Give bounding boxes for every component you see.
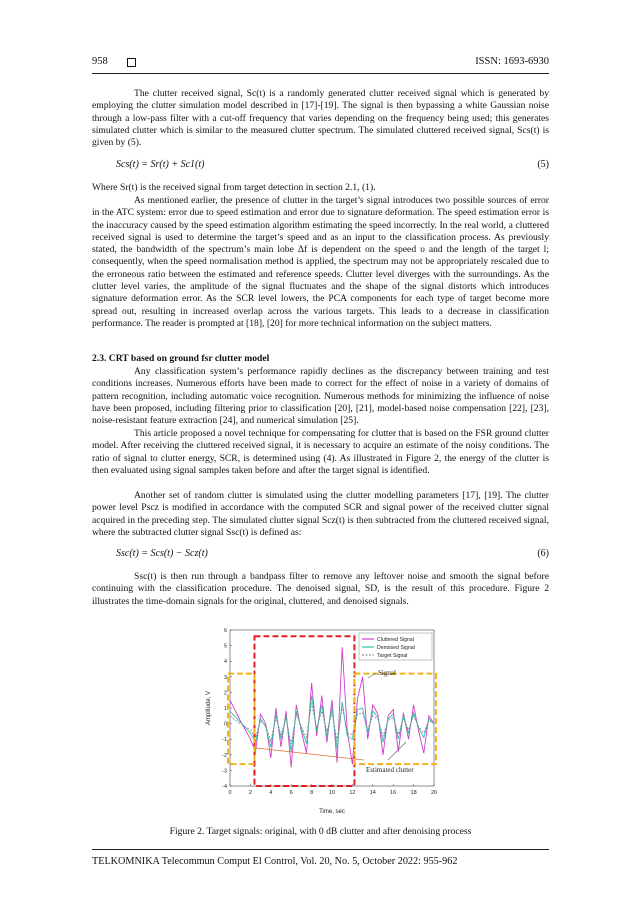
y-axis-label: Amplitude, V — [206, 690, 212, 726]
x-tick-label: 12 — [349, 790, 356, 796]
y-tick-label: 2 — [223, 690, 227, 697]
page-number: 958 — [92, 56, 108, 67]
page-header — [92, 56, 549, 74]
annotation-estimated-clutter: Estimated clutter — [366, 766, 414, 774]
annotation-signal: Signal — [378, 669, 396, 677]
paragraph-1: The clutter received signal, Sc(t) is a randomly generated clutter received signal which is generated by employing the clutter simulation model described in [17]-[19]. The signal is then bypassing a white Gaussian noise through a low-pass filter with a cut-off frequency that varies depending on the frequency being used; this generates simulated clutter which is similar to the measured clutter spectrum. The simulated cluttered received signal, Scs(t) is given by (5). — [92, 88, 549, 149]
x-tick-label: 8 — [310, 790, 314, 796]
y-tick-label: 4 — [223, 659, 227, 666]
paragraph-5: This article proposed a novel technique for compensating for clutter that is based on the FSR ground clutter model. After receiving the cluttered received signal, it is necessary to acquire an estimate of the noisy conditions. The ratio of signal to clutter energy, SCR, is determined using (4). As illustrated in Figure 2, the energy of the clutter is then evaluated using signal samples taken before and after the target signal is identified. — [92, 428, 549, 476]
x-tick-label: 18 — [410, 790, 417, 796]
legend-cluttered: Cluttered Signal — [377, 637, 414, 643]
equation-5-number: (5) — [537, 159, 549, 170]
legend-denoised: Denoised Signal — [377, 645, 415, 651]
time-domain-chart — [196, 622, 447, 819]
paragraph-4: Any classification system’s performance rapidly declines as the discrepancy between training and test conditions increases. Numerous efforts have been made to correct for the effect of noise in a variety of domains of pattern recognition, including automatic voice recognition. Numerous methods for minimizing the influence of noise have been proposed, including filtering prior to classification [20], [21], model-based noise compensation [22], [23], noise-resistant feature extraction [24], and numerical simulation [25]. — [92, 366, 549, 427]
x-tick-label: 2 — [248, 790, 252, 796]
x-tick-label: 6 — [289, 790, 293, 796]
y-tick-label: -3 — [222, 768, 227, 775]
equation-6: Ssc(t) = Scs(t) − Scz(t) (6) — [116, 548, 549, 559]
x-tick-label: 10 — [328, 790, 336, 796]
section-heading-2-3: 2.3. CRT based on ground fsr clutter model — [92, 353, 270, 364]
figure-caption: Figure 2. Target signals: original, with 0 dB clutter and after denoising process — [169, 826, 472, 837]
issn: ISSN: 1693-6930 — [475, 56, 549, 67]
header-rule — [92, 73, 549, 74]
paragraph-2: Where Sr(t) is the received signal from target detection in section 2.1, (1). — [92, 182, 376, 193]
x-tick-label: 16 — [390, 790, 397, 796]
legend — [359, 633, 432, 660]
footer-rule — [92, 849, 549, 850]
equation-5: Scs(t) = Sr(t) + Sc1(t) (5) — [116, 159, 549, 170]
paragraph-6: Another set of random clutter is simulated using the clutter modelling parameters [17], [19]. The clutter power level Pscz is modified in accordance with the computed SCR and signal power of the received clutter signal acquired in the preceding step. The simulated clutter signal Scz(t) is then subtracted from the cluttered received signal, where the subtracted clutter signal Ssc(t) is defined as: — [92, 490, 549, 538]
x-axis-label: Time, sec — [319, 809, 345, 815]
paragraph-3: As mentioned earlier, the presence of clutter in the target’s signal introduces two possible sources of error in the ATC system: error due to speed estimation and error due to signature deformation. The speed estimation error is the inaccuracy caused by the speed estimation algorithm estimating the speed incorrectly. In the real world, a cluttered received signal is used to determine the target’s speed and as an input to the classification process. As previously stated, the bandwidth of the spectrum’s main lobe Δf is dependent on the speed υ and the length of the target l; consequently, when the speed normalisation method is applied, the spectrum may not be appropriately rescaled due to the erroneous ratio between the estimated and reference speeds. Clutter level diverges with the surroundings. As the clutter level varies, the amplitude of the signal fluctuates and the shape of the signal distorts which introduces signature deformation error. As the SCR level lowers, the PCA components for each type of target become more spread out, resulting in increased overlap across the various targets. This leads to a decrease in classification performance. The reader is prompted at [18], [20] for more technical information on the subject matters. — [92, 195, 549, 329]
x-tick-label: 14 — [369, 790, 376, 796]
x-tick-label: 20 — [430, 790, 438, 796]
x-tick-label: 4 — [269, 790, 273, 796]
paragraph-7: Ssc(t) is then run through a bandpass filter to remove any leftover noise and smooth the signal before continuing with the classification procedure. The denoised signal, SD, is the result of this procedure. Figure 2 illustrates the time-domain signals for the original, cluttered, and denoised signals. — [92, 571, 549, 607]
y-tick-label: 5 — [223, 643, 227, 650]
y-tick-label: -4 — [222, 784, 227, 790]
y-tick-label: 1 — [223, 706, 227, 712]
y-tick-label: -2 — [222, 752, 227, 759]
y-tick-label: 6 — [223, 628, 227, 634]
checkbox-glyph-icon — [127, 58, 136, 67]
figure-2 — [196, 622, 447, 819]
y-tick-label: 3 — [223, 674, 227, 681]
legend-target: Target Signal — [377, 653, 408, 659]
y-tick-label: 0 — [223, 721, 227, 728]
equation-6-number: (6) — [537, 548, 549, 559]
y-tick-label: -1 — [222, 737, 227, 744]
page-footer: TELKOMNIKA Telecommun Comput El Control, Vol. 20, No. 5, October 2022: 955-962 — [92, 856, 458, 867]
x-tick-label: 0 — [228, 790, 232, 796]
